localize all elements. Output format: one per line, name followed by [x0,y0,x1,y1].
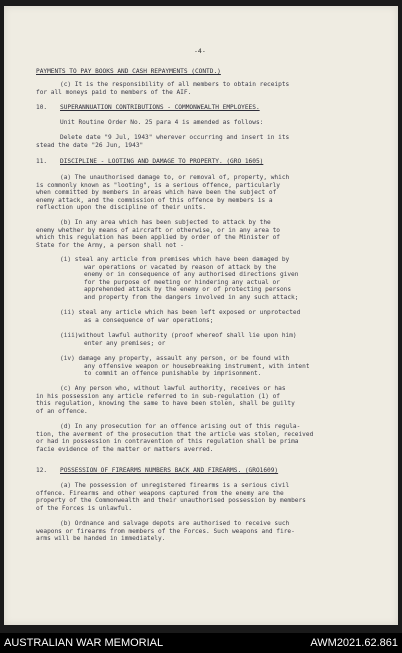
section-11-i-line-2: war operations or vacated by reason of attack by the [84,263,277,271]
section-12-a-line-2: offence. Firearms and other weapons captured from the enemy are the [36,489,284,497]
section-12-a-line-1: (a) The possession of unregistered firearms is a serious civil [60,482,290,489]
section-11-iv-line-3: to commit an offence punishable by imprisonment. [84,370,262,377]
section-12-a-line-4: of the Forces is unlawful. [36,504,133,512]
section-11-a-line-3: when committed by members in areas which have been the subject of [36,189,277,196]
section-11-ii-line-1: (ii) steal any article which has been left exposed or unprotected [60,309,301,316]
section-11-a-line-2: is commonly known as "looting", is a serious offence, particularly [36,181,281,189]
section-11-a-line-5: reflection upon the discipline of their units. [36,204,207,211]
section-10-line-1: Unit Routine Order No. 25 para 4 is amended as follows: [60,119,264,126]
section-9-heading: PAYMENTS TO PAY BOOKS AND CASH REPAYMENTS (CONTD.) [36,68,221,75]
section-11-i-line-4: for the purpose of meeting or hindering any actual or [84,278,280,286]
section-11-ii-line-2: as a consequence of war operations; [84,316,214,324]
section-11-d-line-2: tion, the averment of the prosecution that the article was stolen, received [36,430,314,438]
section-11-heading: DISCIPLINE - LOOTING AND DAMAGE TO PROPERTY. (GRO 1605) [60,158,264,165]
section-11-b-line-3: which this regulation has been applied by order of the Minister of [36,234,281,241]
section-11-c-line-1: (c) Any person who, without lawful authority, receives or has [60,385,286,392]
section-11-c-line-2: in his possession any article referred to in sub-regulation (1) of [36,392,281,400]
section-11-i-line-6: and property from the dangers involved in any such attack; [84,293,299,301]
section-11-i-line-1: (i) steal any article from premises which have been damaged by [60,256,290,263]
section-11-iii-line-2: enter any premises; or [84,339,166,347]
section-12-b-line-3: arms will be handed in immediately. [36,535,166,542]
section-11-a-line-4: enemy attack, and the commission of this offence by members is a [36,196,273,204]
section-11-iv-line-2: any offensive weapon or housebreaking instrument, with intent [84,362,310,370]
section-11-d-line-1: (d) In any prosecution for an offence arising out of this regula- [60,423,301,430]
section-11-d-line-4: facie evidence of the matter or matters averred. [36,445,214,453]
section-11-b-line-1: (b) In any area which has been subjected to attack by the [60,219,271,226]
section-11-number: 11. [36,158,48,165]
section-10-heading: SUPERANNUATION CONTRIBUTIONS - COMMONWEALTH EMPLOYEES. [60,104,260,111]
section-11-iv-line-1: (iv) damage any property, assault any person, or be found with [60,355,290,362]
section-10-line-2: Delete date "9 Jul, 1943" wherever occurring and insert in its [60,134,290,141]
section-12-heading: POSSESSION OF FIREARMS NUMBERS BACK AND FIREARMS. (GRO1609) [60,467,279,474]
section-12-b-line-2: weapons or firearms from members of the Forces. Such weapons and fire- [36,527,295,535]
footer-institution: AUSTRALIAN WAR MEMORIAL [4,637,164,649]
section-11-a-line-1: (a) The unauthorised damage to, or removal of, property, which [60,174,290,181]
section-10-line-3: stead the date "26 Jun, 1943" [36,141,144,149]
section-12-b-line-1: (b) Ordnance and salvage depots are authorised to receive such [60,520,290,527]
section-11-d-line-3: or had in possession in contravention of this regulation shall be prima [36,438,299,445]
section-11-c-line-4: of an offence. [36,407,88,415]
section-11-i-line-3: enemy or in consequence of any authorised directions given [84,271,299,278]
section-12-a-line-3: property of the Commonwealth and their unauthorised possession by members [36,497,306,504]
section-12-number: 12. [36,467,48,474]
section-9-c-line-1: (c) It is the responsibility of all members to obtain receipts [60,81,290,88]
section-11-b-line-4: State for the Army, a person shall not - [36,241,184,249]
footer-accession-number: AWM2021.62.861 [310,637,398,649]
section-11-iii-line-1: (iii)without lawful authority (proof whereof shall lie upon him) [60,332,297,339]
section-9-c-line-2: for all moneys paid to members of the AIF. [36,88,192,96]
archive-footer [0,633,402,653]
section-11-i-line-5: apprehended attack by the enemy or of protecting persons [84,286,292,293]
section-11-b-line-2: enemy whether by means of aircraft or otherwise, or in any area to [36,226,281,234]
section-10-number: 10. [36,104,48,111]
section-11-c-line-3: this regulation, knowing the same to have been stolen, shall be guilty [36,400,295,407]
page-number: -4- [194,47,206,55]
